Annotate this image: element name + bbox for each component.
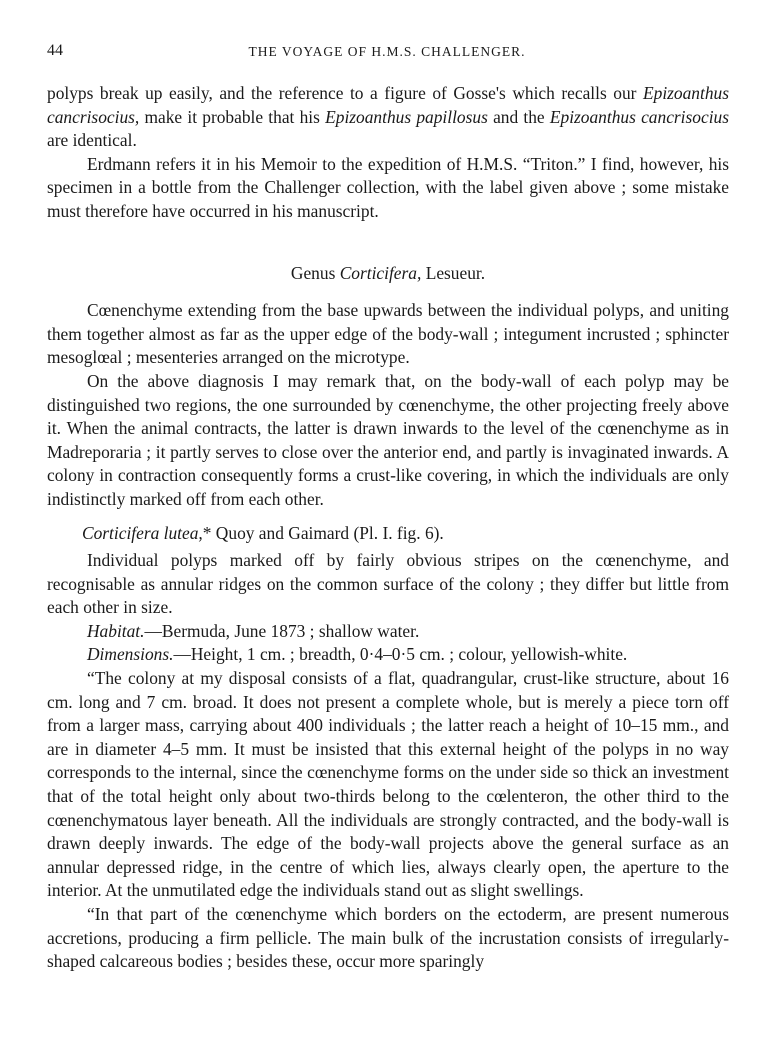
species-name: Epizoanthus papillosus <box>325 106 488 127</box>
species-author: * Quoy and Gaimard (Pl. I. fig. 6). <box>202 522 444 543</box>
genus-author: Lesueur. <box>421 262 486 283</box>
paragraph-6: “The colony at my disposal consists of a flat, quadrangular, crust-like structure, about 16 cm. long and 7 cm. broad. It does not present a complete whole, but is merely a piece torn off from a larger mass, carrying about 400 individuals ; the latter reach a height of 10–15 mm., and are in diameter 4–5 mm. It must be insisted that this external height of the polyps in no way corresponds to the internal, since the cœnenchyme forms on the under side so thick an investment that of the total height only about two-thirds belong to the cœlenteron, the other third to the cœnenchymatous layer beneath. All the individuals are strongly contracted, and the body-wall is drawn deeply inwards. The edge of the body-wall projects above the general surface as an annular depressed ridge, in the centre of which lies, always clearly open, the aperture to the interior. At the unmutilated edge the individuals stand out as slight swellings. <box>47 668 729 901</box>
paragraph-5: Individual polyps marked off by fairly obvious stripes on the cœnenchyme, and recognisable as annular ridges on the common surface of the colony ; they differ but little from each other in size. <box>47 550 729 618</box>
heading-prefix: Genus <box>290 262 340 283</box>
paragraph-2: Erdmann refers it in his Memoir to the expedition of H.M.S. “Triton.” I find, however, his specimen in a bottle from the Challenger collection, with the label given above ; some mistake must therefore have occurred in his manuscript. <box>47 153 729 221</box>
species-name: Epizoanthus cancrisocius, <box>47 83 729 127</box>
page-header <box>47 42 727 68</box>
text-run: are identical. <box>47 130 137 151</box>
page-number: 44 <box>47 42 63 59</box>
dimensions-text: —Height, 1 cm. ; breadth, 0·4–0·5 cm. ; colour, yellowish-white. <box>173 644 628 665</box>
species-heading <box>47 522 729 546</box>
text-run: make it probable that his <box>139 106 326 127</box>
paragraph-4: On the above diagnosis I may remark that, on the body-wall of each polyp may be distinguished two regions, the one surrounded by cœnenchyme, the other projecting freely above it. When the animal contracts, the latter is drawn inwards to the level of the cœnenchyme as in Madreporaria ; it partly serves to close over the anterior end, and partly is invaginated inwards. A colony in contraction consequently forms a crust-like covering, in which the individuals are only indistinctly marked off from each other. <box>47 370 729 509</box>
genus-heading <box>47 262 729 286</box>
habitat-line <box>47 620 729 644</box>
paragraph-3: Cœnenchyme extending from the base upwards between the individual polyps, and uniting them together almost as far as the upper edge of the body-wall ; integument incrusted ; sphincter mesoglœal ; mesenteries arranged on the microtype. <box>47 300 729 368</box>
body-text <box>47 82 729 974</box>
paragraph-7: “In that part of the cœnenchyme which borders on the ectoderm, are present numerous accretions, producing a firm pellicle. The main bulk of the incrustation consists of irregularly-shaped calcareous bodies ; besides these, occur more sparingly <box>47 904 729 972</box>
dimensions-label: Dimensions. <box>87 644 174 665</box>
running-title: THE VOYAGE OF H.M.S. CHALLENGER. <box>248 44 526 59</box>
habitat-text: —Bermuda, June 1873 ; shallow water. <box>144 620 420 641</box>
species-name: Corticifera lutea, <box>82 522 203 543</box>
species-name: Epizoanthus cancrisocius <box>549 106 729 127</box>
habitat-label: Habitat. <box>87 620 145 641</box>
text-run: and the <box>487 106 550 127</box>
paragraph-1 <box>47 82 729 153</box>
dimensions-line <box>47 643 729 667</box>
genus-name: Corticifera, <box>339 262 422 283</box>
text-run: polyps break up easily, and the reference to a figure of Gosse's which recalls our <box>47 83 643 103</box>
